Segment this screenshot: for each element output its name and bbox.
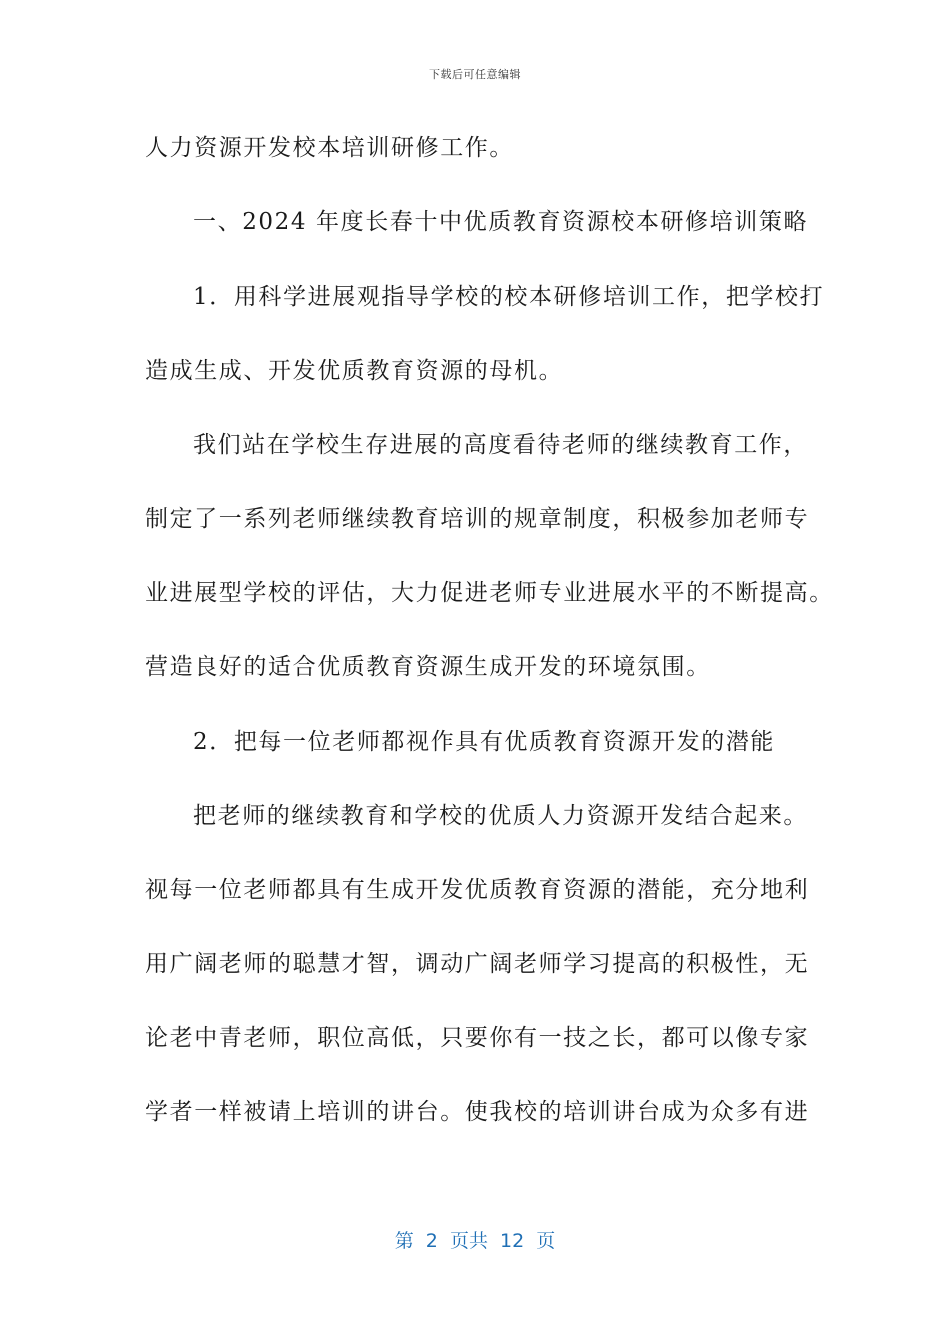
text-line: 营造良好的适合优质教育资源生成开发的环境氛围。 <box>145 654 711 680</box>
text-line: 视每一位老师都具有生成开发优质教育资源的潜能，充分地利 <box>145 877 810 903</box>
text-line: 学者一样被请上培训的讲台。使我校的培训讲台成为众多有进 <box>145 1099 810 1125</box>
page-number-footer: 第 2 页共 12 页 <box>394 1230 556 1252</box>
subsection-heading: 1．用科学进展观指导学校的校本研修培训工作，把学校打 <box>193 284 825 310</box>
section-heading: 一、2024 年度长春十中优质教育资源校本研修培训策略 <box>193 209 809 235</box>
text-line: 人力资源开发校本培训研修工作。 <box>145 135 514 161</box>
text-line: 制定了一系列老师继续教育培训的规章制度，积极参加老师专 <box>145 506 810 532</box>
subsection-heading: 2．把每一位老师都视作具有优质教育资源开发的潜能 <box>193 729 776 755</box>
text-line: 论老中青老师，职位高低，只要你有一技之长，都可以像专家 <box>145 1025 810 1051</box>
header-note: 下载后可任意编辑 <box>429 68 521 81</box>
text-line: 造成生成、开发优质教育资源的母机。 <box>145 358 564 384</box>
text-line: 业进展型学校的评估，大力促进老师专业进展水平的不断提高。 <box>145 580 834 606</box>
text-line: 把老师的继续教育和学校的优质人力资源开发结合起来。 <box>193 803 808 829</box>
text-line: 用广阔老师的聪慧才智，调动广阔老师学习提高的积极性，无 <box>145 951 810 977</box>
text-line: 我们站在学校生存进展的高度看待老师的继续教育工作， <box>193 432 808 458</box>
